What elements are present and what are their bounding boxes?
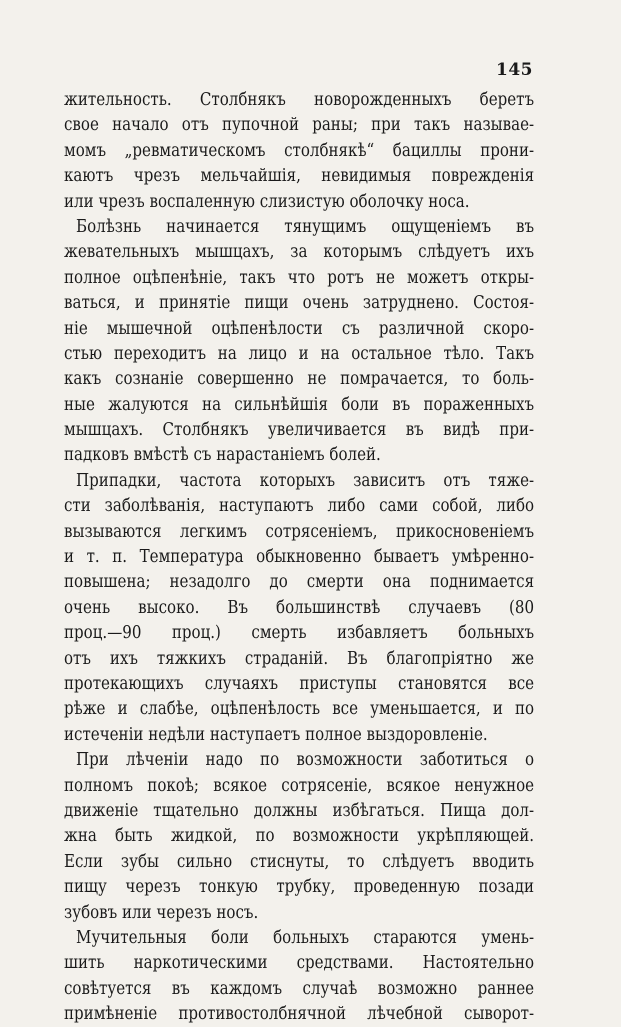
text-line: При лѣченіи надо по возможности заботиться о xyxy=(76,750,535,771)
text-line: примѣненіе противостолбнячной лѣчебной сыворот- xyxy=(64,1004,535,1025)
text-line: сти заболѣванія, наступаютъ либо сами собой, либо xyxy=(64,496,535,517)
text-line: жна быть жидкой, по возможности укрѣпляющей. xyxy=(64,826,535,847)
text-line: свое начало отъ пупочной раны; при такъ называе- xyxy=(64,115,535,136)
text-line: зубовъ или черезъ носъ. xyxy=(64,902,259,923)
text-line: отъ ихъ тяжкихъ страданій. Въ благопріятно же xyxy=(64,648,535,669)
text-line: и т. п. Температура обыкновенно бываетъ умѣренно- xyxy=(64,547,535,568)
text-line: Если зубы сильно стиснуты, то слѣдуетъ вводить xyxy=(64,851,535,872)
text-line: ные жалуются на сильнѣйшія боли въ пораженныхъ xyxy=(64,394,535,415)
text-line: ваться, и принятіе пищи очень затруднено. Состоя- xyxy=(64,293,535,314)
text-line: Мучительныя боли больныхъ стараются умень- xyxy=(76,927,535,948)
text-line: момъ „ревматическомъ столбнякѣ“ бациллы прони- xyxy=(64,140,535,161)
text-line: рѣже и слабѣе, оцѣпенѣлость все уменьшается, и по xyxy=(64,699,535,720)
text-line: жительность. Столбнякъ новорожденныхъ беретъ xyxy=(64,90,535,110)
text-line: мышцахъ. Столбнякъ увеличивается въ видѣ при- xyxy=(64,420,535,441)
text-line: полномъ покоѣ; всякое сотрясеніе, всякое ненужное xyxy=(64,775,535,796)
text-line: каютъ чрезъ мельчайшія, невидимыя поврежденія xyxy=(64,166,535,187)
text-line: полное оцѣпенѣніе, такъ что ротъ не можетъ откры- xyxy=(64,267,535,288)
text-line: Болѣзнь начинается тянущимъ ощущеніемъ въ xyxy=(76,216,535,237)
text-line: повышена; незадолго до смерти она поднимается xyxy=(64,572,535,593)
text-line: Припадки, частота которыхъ зависитъ отъ тяже- xyxy=(76,470,535,491)
text-line: движеніе тщательно должны избѣгаться. Пища дол- xyxy=(64,800,535,821)
text-line: шить наркотическими средствами. Настоятельно xyxy=(64,953,535,974)
text-line: протекающихъ случаяхъ приступы становятся все xyxy=(64,673,535,694)
text-line: стью переходитъ на лицо и на остальное тѣло. Такъ xyxy=(64,343,535,364)
page-number: 145 xyxy=(496,60,533,80)
text-line: очень высоко. Въ большинствѣ случаевъ (80 xyxy=(64,597,535,618)
text-line: какъ сознаніе совершенно не помрачается, то боль- xyxy=(64,369,535,390)
text-line: жевательныхъ мышцахъ, за которымъ слѣдуетъ ихъ xyxy=(64,242,535,263)
text-line: или чрезъ воспаленную слизистую оболочку носа. xyxy=(64,191,470,212)
text-line: истеченіи недѣли наступаетъ полное выздоровленіе. xyxy=(64,724,488,745)
text-line: проц.—90 проц.) смерть избавляетъ больныхъ xyxy=(64,623,535,644)
text-line: пищу черезъ тонкую трубку, проведенную позади xyxy=(64,877,535,898)
text-line: падковъ вмѣстѣ съ нарастаніемъ болей. xyxy=(64,445,381,466)
text-line: ніе мышечной оцѣпенѣлости съ различной скоро- xyxy=(64,318,535,339)
text-line: совѣтуется въ каждомъ случаѣ возможно раннее xyxy=(64,978,535,999)
text-line: вызываются легкимъ сотрясеніемъ, прикосновеніемъ xyxy=(64,521,535,542)
body-text xyxy=(64,88,534,1027)
